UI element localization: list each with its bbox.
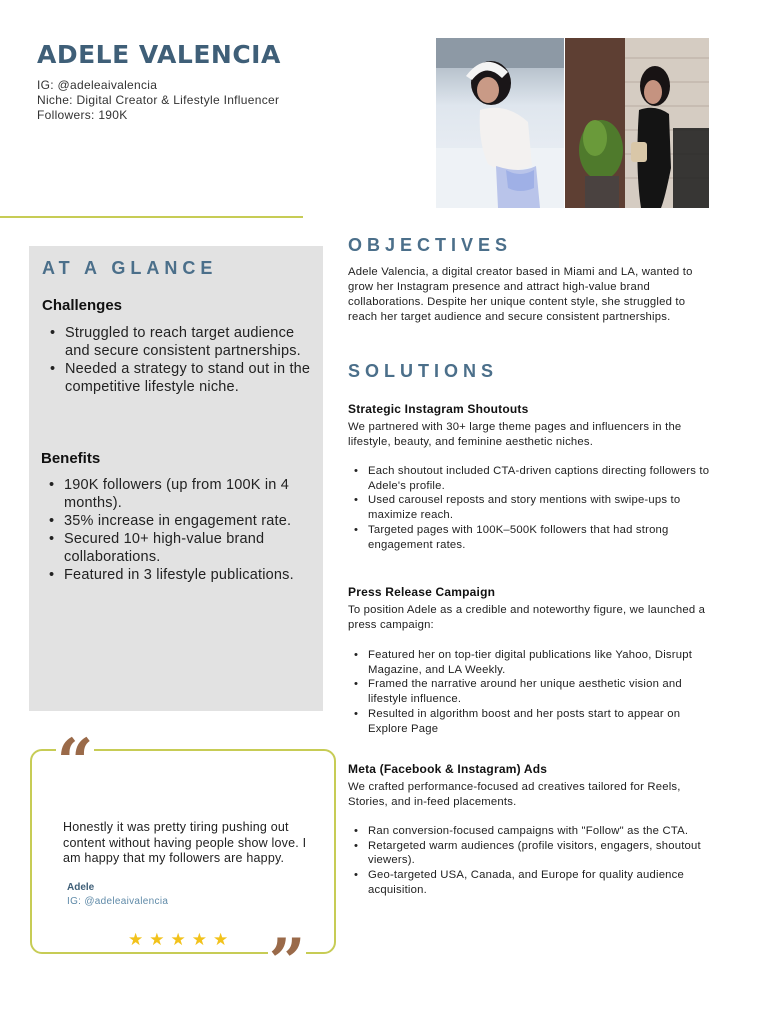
list-item: • Featured her on top-tier digital publications like Yahoo, Disrupt Magazine, and LA Weekly.: [348, 648, 710, 677]
list-item: • Struggled to reach target audience and secure consistent partnerships.: [42, 324, 317, 360]
list-item: • Ran conversion-focused campaigns with "Follow" as the CTA.: [348, 824, 710, 839]
solution-heading-meta-ads: Meta (Facebook & Instagram) Ads: [348, 762, 548, 776]
solution-heading-press: Press Release Campaign: [348, 585, 496, 599]
solution-intro-meta-ads: We crafted performance-focused ad creatives tailored for Reels, Stories, and in-feed placements.: [348, 781, 681, 808]
photo-snow-outfit: [436, 38, 564, 208]
objectives-text: Adele Valencia, a digital creator based in Miami and LA, wanted to grow her Instagram presence and attract high-value brand collaborations. Despite her unique content style, she struggled to reach her target audience and secure consistent partnerships.: [348, 266, 693, 323]
benefits-heading: Benefits: [41, 450, 101, 467]
challenges-heading: Challenges: [42, 297, 123, 314]
niche: Niche: Digital Creator & Lifestyle Influencer: [37, 93, 280, 107]
star-icon: ★: [170, 930, 186, 949]
list-item: • Targeted pages with 100K–500K followers that had strong engagement rates.: [348, 523, 710, 552]
benefits-list: [41, 476, 317, 584]
rating-stars: [128, 931, 228, 949]
list-item: • Retargeted warm audiences (profile visitors, engagers, shoutout viewers).: [348, 839, 710, 868]
list-item: • Resulted in algorithm boost and her posts start to appear on Explore Page: [348, 707, 710, 736]
star-icon: ★: [149, 930, 165, 949]
list-item: • Used carousel reposts and story mentions with swipe-ups to maximize reach.: [348, 493, 710, 522]
ig-handle: IG: @adeleaivalencia: [37, 78, 158, 92]
profile-photos: [436, 38, 708, 208]
solution-intro-shoutouts: We partnered with 30+ large theme pages and influencers in the lifestyle, beauty, and feminine aesthetic niches.: [348, 421, 682, 448]
star-icon: ★: [128, 930, 144, 949]
header-divider: [0, 216, 303, 218]
challenges-list: [42, 324, 317, 396]
solution-bullets-shoutouts: [348, 464, 710, 552]
at-a-glance-title: AT A GLANCE: [42, 258, 218, 278]
testimonial-author: Adele: [67, 882, 95, 893]
photo-dress-figure-illustration: [565, 38, 709, 208]
close-quote-icon: ”: [268, 925, 306, 1000]
testimonial-handle: IG: @adeleaivalencia: [67, 896, 169, 907]
list-item: • Each shoutout included CTA-driven captions directing followers to Adele's profile.: [348, 464, 710, 493]
solutions-title: SOLUTIONS: [348, 361, 499, 381]
solution-bullets-meta-ads: [348, 824, 710, 898]
creator-meta: [37, 78, 279, 123]
photo-black-dress: [565, 38, 709, 208]
list-item: • Needed a strategy to stand out in the competitive lifestyle niche.: [42, 360, 317, 396]
open-quote-icon: “: [56, 725, 94, 800]
testimonial-text: Honestly it was pretty tiring pushing out content without having people show love. I am happy that my followers are happy.: [63, 820, 307, 865]
followers-count: Followers: 190K: [37, 108, 128, 122]
list-item: • 35% increase in engagement rate.: [41, 512, 317, 530]
creator-name: ADELE VALENCIA: [37, 40, 281, 69]
at-a-glance-panel: [29, 246, 323, 711]
solution-heading-shoutouts: Strategic Instagram Shoutouts: [348, 402, 529, 416]
photo-snow-figure-illustration: [436, 38, 564, 208]
objectives-title: OBJECTIVES: [348, 235, 513, 255]
list-item: • 190K followers (up from 100K in 4 months).: [41, 476, 317, 512]
list-item: • Geo-targeted USA, Canada, and Europe for quality audience acquisition.: [348, 868, 710, 897]
list-item: • Framed the narrative around her unique aesthetic vision and lifestyle influence.: [348, 677, 710, 706]
star-icon: ★: [213, 930, 229, 949]
solution-intro-press: To position Adele as a credible and noteworthy figure, we launched a press campaign:: [348, 604, 706, 631]
solution-bullets-press: [348, 648, 710, 736]
list-item: • Featured in 3 lifestyle publications.: [41, 566, 317, 584]
list-item: • Secured 10+ high-value brand collaborations.: [41, 530, 317, 566]
star-icon: ★: [191, 930, 207, 949]
